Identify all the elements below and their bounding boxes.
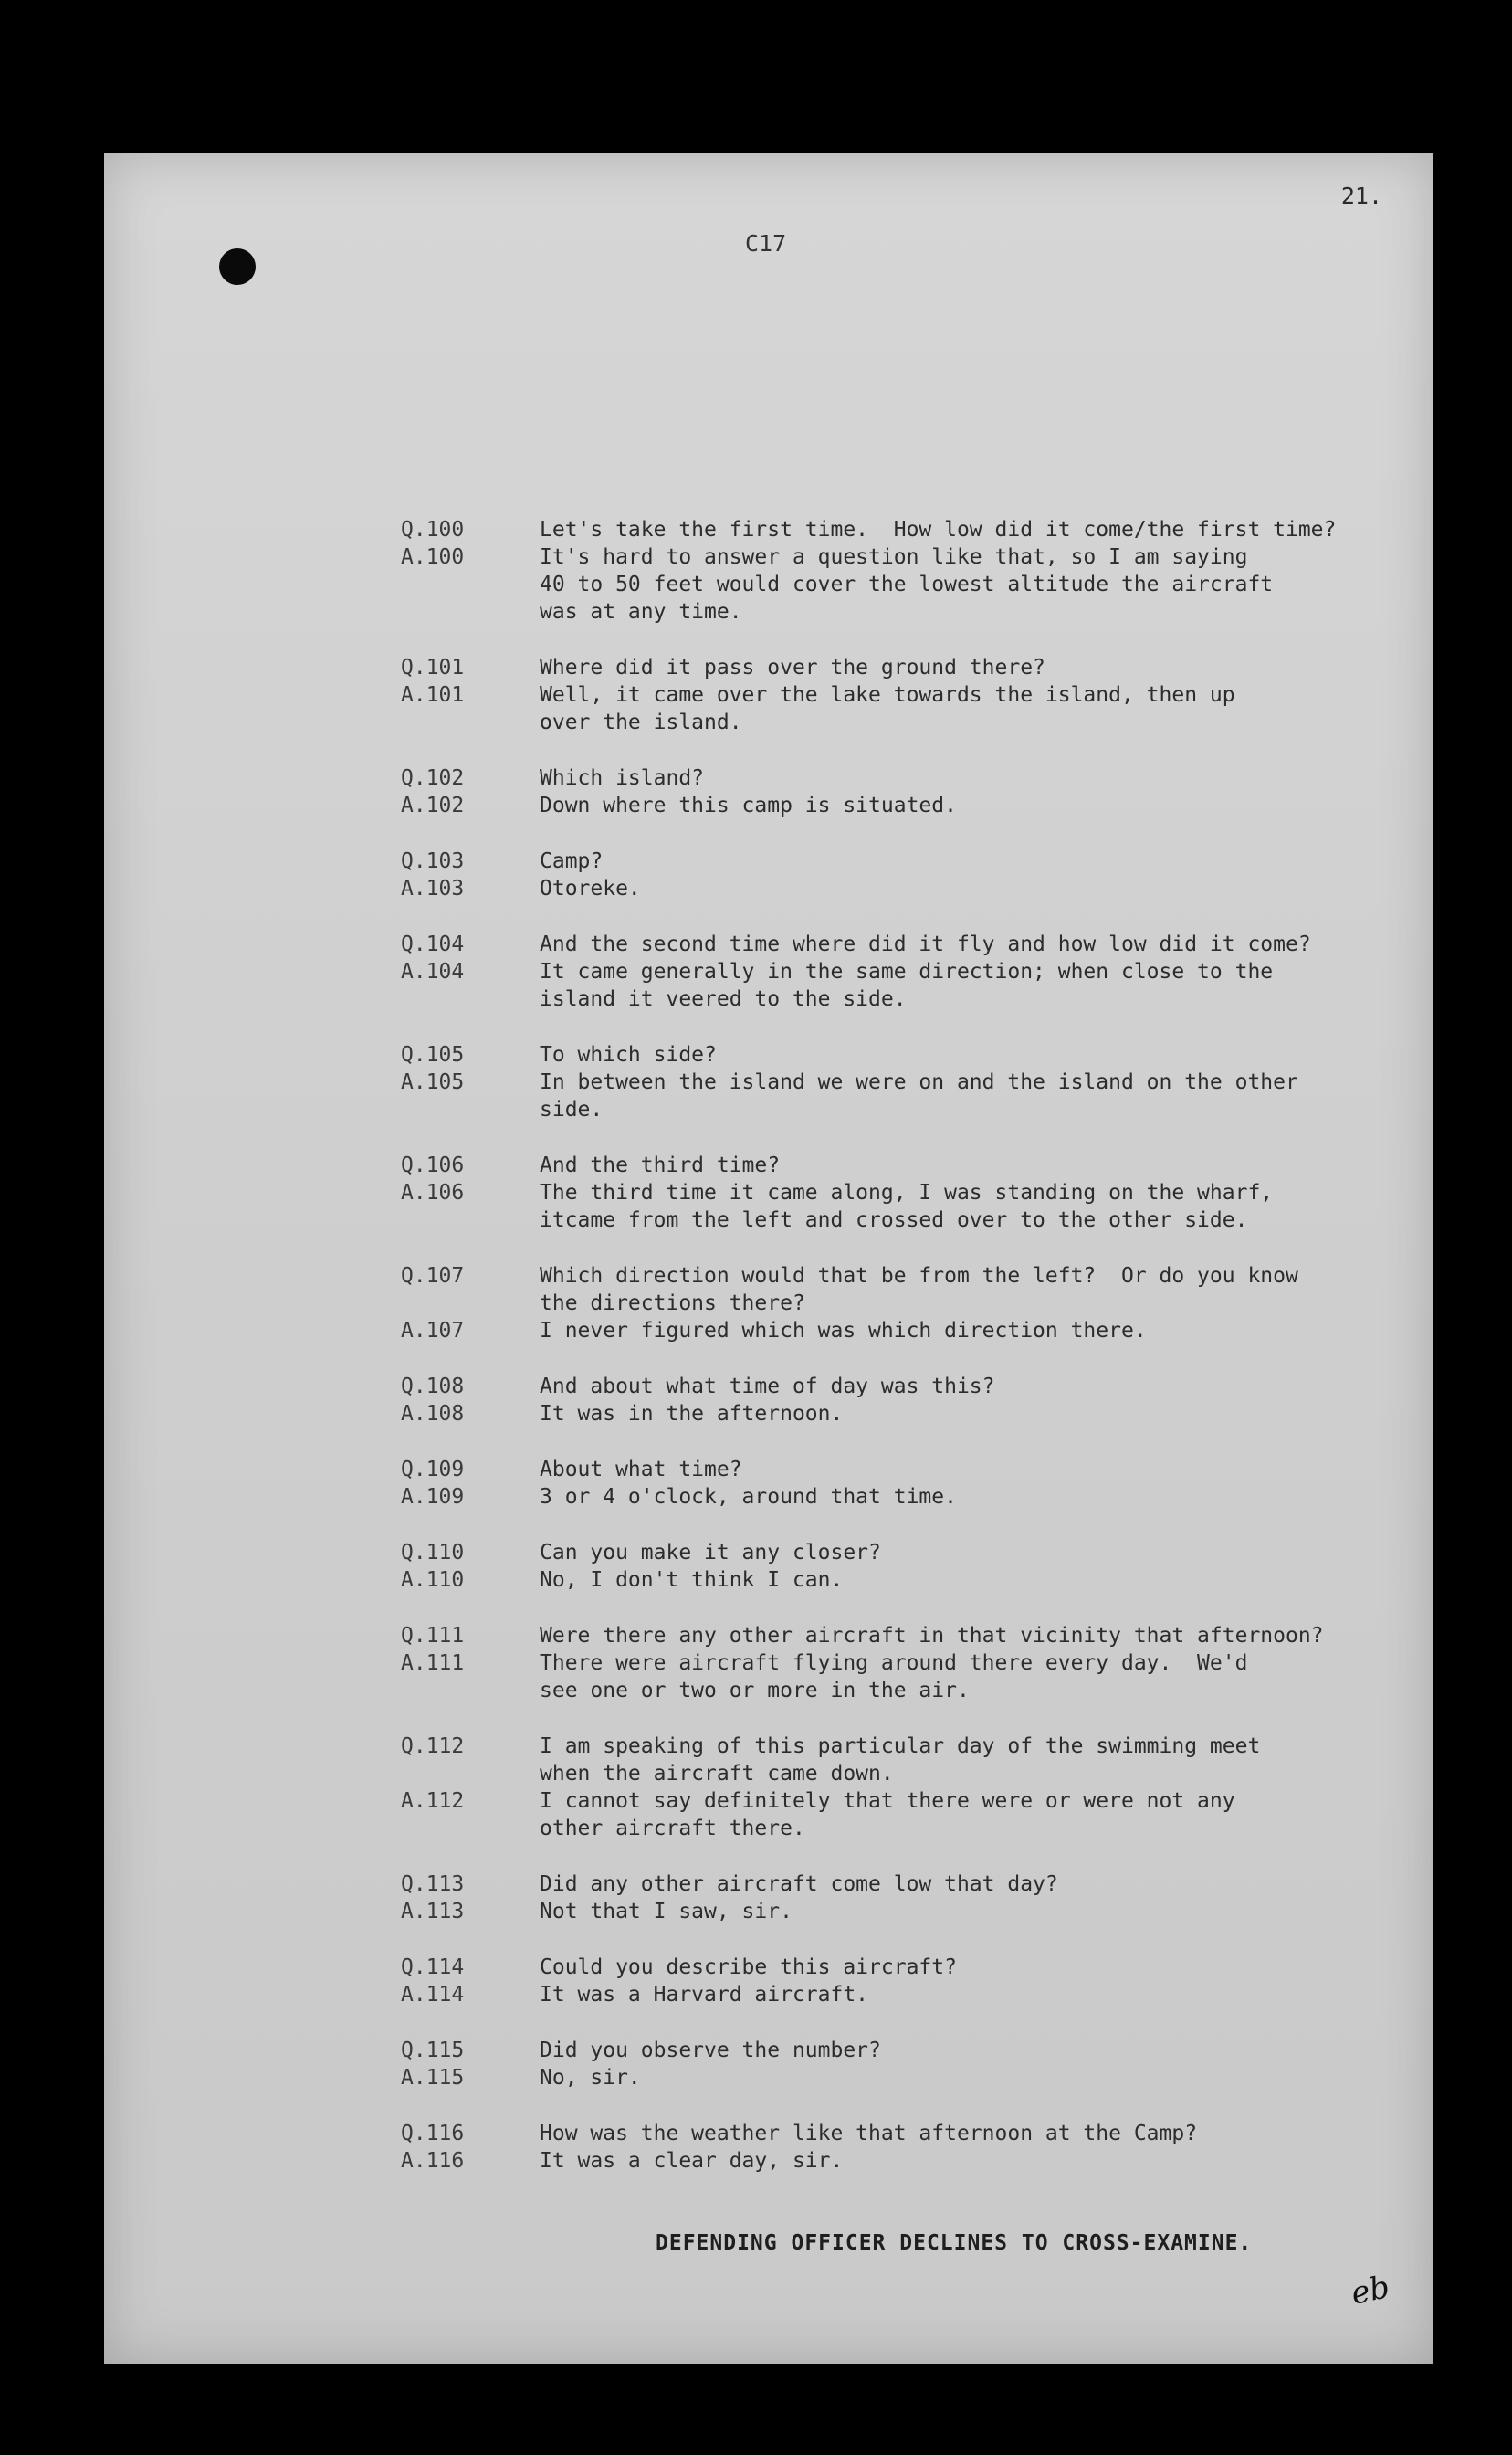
qa-label: A.116: [401, 2149, 465, 2173]
qa-label: A.112: [401, 1789, 465, 1813]
qa-text: Which direction would that be from the left? Or do you know the directions there?: [540, 1264, 1298, 1315]
qa-label: Q.115: [401, 2039, 465, 2062]
answer-row: [401, 792, 1414, 819]
handwritten-initials: eb: [1348, 2269, 1393, 2313]
answer-row: [401, 1898, 1414, 1925]
qa-text: Where did it pass over the ground there?: [540, 656, 1045, 680]
qa-block: [401, 2120, 1414, 2175]
qa-text: Down where this camp is situated.: [540, 794, 957, 817]
qa-label: A.113: [401, 1900, 465, 1923]
qa-label: Q.106: [401, 1154, 465, 1177]
qa-text: How was the weather like that afternoon at the Camp?: [540, 2122, 1198, 2145]
qa-text: I am speaking of this particular day of the swimming meet when the aircraft came down.: [540, 1734, 1261, 1786]
qa-text: I cannot say definitely that there were or were not any other aircraft there.: [540, 1789, 1235, 1840]
qa-block: [401, 1373, 1414, 1428]
question-row: [401, 654, 1414, 681]
qa-label: Q.110: [401, 1541, 465, 1565]
page-number: 21.: [1340, 183, 1382, 209]
qa-label: A.111: [401, 1651, 465, 1675]
question-row: [401, 2037, 1414, 2064]
answer-row: [401, 1179, 1414, 1234]
qa-label: A.115: [401, 2066, 465, 2090]
testimony-transcript: [401, 516, 1414, 2203]
qa-label: A.101: [401, 683, 465, 707]
qa-text: Did any other aircraft come low that day?: [540, 1872, 1058, 1896]
qa-block: [401, 1622, 1414, 1704]
qa-text: And the third time?: [540, 1154, 781, 1177]
qa-label: Q.101: [401, 656, 465, 680]
question-row: [401, 1262, 1414, 1317]
qa-text: It was a Harvard aircraft.: [540, 1983, 869, 2007]
footer-note: DEFENDING OFFICER DECLINES TO CROSS-EXAMINE.: [656, 2231, 1253, 2255]
qa-text: 3 or 4 o'clock, around that time.: [540, 1485, 957, 1509]
answer-row: [401, 1400, 1414, 1428]
question-row: [401, 1954, 1414, 1981]
answer-row: [401, 1483, 1414, 1511]
qa-text: Otoreke.: [540, 877, 641, 901]
qa-text: Camp?: [540, 849, 604, 873]
question-row: [401, 848, 1414, 875]
question-row: [401, 1041, 1414, 1069]
qa-text: Did you observe the number?: [540, 2039, 881, 2062]
question-row: [401, 764, 1414, 792]
qa-text: Let's take the first time. How low did it come/the first time?: [540, 518, 1337, 542]
question-row: [401, 1456, 1414, 1483]
qa-label: Q.113: [401, 1872, 465, 1896]
qa-label: Q.105: [401, 1043, 465, 1067]
qa-label: Q.116: [401, 2122, 465, 2145]
qa-block: [401, 764, 1414, 819]
question-row: [401, 1539, 1414, 1566]
question-row: [401, 1152, 1414, 1179]
qa-block: [401, 1954, 1414, 2008]
qa-text: To which side?: [540, 1043, 717, 1067]
question-row: [401, 1870, 1414, 1898]
answer-row: [401, 1317, 1414, 1344]
document-page: [104, 153, 1433, 2364]
question-row: [401, 1373, 1414, 1400]
answer-row: [401, 681, 1414, 736]
qa-label: Q.102: [401, 766, 465, 790]
answer-row: [401, 1566, 1414, 1594]
qa-text: Were there any other aircraft in that vicinity that afternoon?: [540, 1624, 1324, 1648]
qa-label: A.108: [401, 1402, 465, 1426]
qa-label: A.103: [401, 877, 465, 901]
qa-text: Which island?: [540, 766, 705, 790]
qa-text: It came generally in the same direction; when close to the island it veered to the side.: [540, 960, 1274, 1011]
qa-block: [401, 654, 1414, 736]
qa-text: No, I don't think I can.: [540, 1568, 844, 1592]
qa-block: [401, 1262, 1414, 1344]
qa-label: A.109: [401, 1485, 465, 1509]
question-row: [401, 931, 1414, 958]
qa-text: The third time it came along, I was standing on the wharf, itcame from the left and crossed over to the other side.: [540, 1181, 1274, 1232]
qa-text: It's hard to answer a question like that, so I am saying 40 to 50 feet would cover the lowest altitude the aircraft was at any time.: [540, 545, 1274, 624]
qa-label: Q.112: [401, 1734, 465, 1758]
qa-block: [401, 848, 1414, 902]
qa-text: I never figured which was which direction there.: [540, 1319, 1147, 1343]
qa-text: In between the island we were on and the island on the other side.: [540, 1070, 1298, 1122]
qa-label: Q.103: [401, 849, 465, 873]
answer-row: [401, 1981, 1414, 2008]
qa-label: A.100: [401, 545, 465, 569]
qa-text: And about what time of day was this?: [540, 1375, 995, 1398]
qa-label: Q.111: [401, 1624, 465, 1648]
answer-row: [401, 875, 1414, 902]
question-row: [401, 1622, 1414, 1649]
qa-label: Q.100: [401, 518, 465, 542]
qa-label: A.110: [401, 1568, 465, 1592]
qa-block: [401, 2037, 1414, 2091]
question-row: [401, 516, 1414, 543]
qa-label: Q.114: [401, 1955, 465, 1979]
answer-row: [401, 1649, 1414, 1704]
qa-block: [401, 1456, 1414, 1511]
qa-block: [401, 516, 1414, 626]
qa-label: A.105: [401, 1070, 465, 1094]
qa-block: [401, 1870, 1414, 1925]
qa-text: No, sir.: [540, 2066, 641, 2090]
qa-label: A.102: [401, 794, 465, 817]
answer-row: [401, 1787, 1414, 1842]
qa-block: [401, 1539, 1414, 1594]
answer-row: [401, 958, 1414, 1013]
answer-row: [401, 2064, 1414, 2091]
answer-row: [401, 2147, 1414, 2175]
qa-text: There were aircraft flying around there every day. We'd see one or two or more in the air.: [540, 1651, 1248, 1702]
qa-text: Could you describe this aircraft?: [540, 1955, 957, 1979]
question-row: [401, 1733, 1414, 1787]
qa-text: Not that I saw, sir.: [540, 1900, 793, 1923]
qa-label: A.107: [401, 1319, 465, 1343]
qa-label: A.106: [401, 1181, 465, 1205]
punch-hole: [219, 248, 256, 285]
qa-label: Q.104: [401, 932, 465, 956]
question-row: [401, 2120, 1414, 2147]
qa-block: [401, 1041, 1414, 1123]
qa-text: It was a clear day, sir.: [540, 2149, 844, 2173]
reference-code: C17: [745, 230, 787, 257]
qa-text: Well, it came over the lake towards the island, then up over the island.: [540, 683, 1235, 734]
qa-text: About what time?: [540, 1458, 742, 1481]
qa-label: Q.107: [401, 1264, 465, 1288]
qa-text: Can you make it any closer?: [540, 1541, 881, 1565]
qa-block: [401, 1152, 1414, 1234]
qa-label: Q.109: [401, 1458, 465, 1481]
qa-block: [401, 931, 1414, 1013]
qa-block: [401, 1733, 1414, 1842]
qa-text: And the second time where did it fly and how low did it come?: [540, 932, 1311, 956]
qa-label: Q.108: [401, 1375, 465, 1398]
qa-label: A.104: [401, 960, 465, 984]
qa-text: It was in the afternoon.: [540, 1402, 844, 1426]
answer-row: [401, 1069, 1414, 1123]
answer-row: [401, 543, 1414, 626]
qa-label: A.114: [401, 1983, 465, 2007]
